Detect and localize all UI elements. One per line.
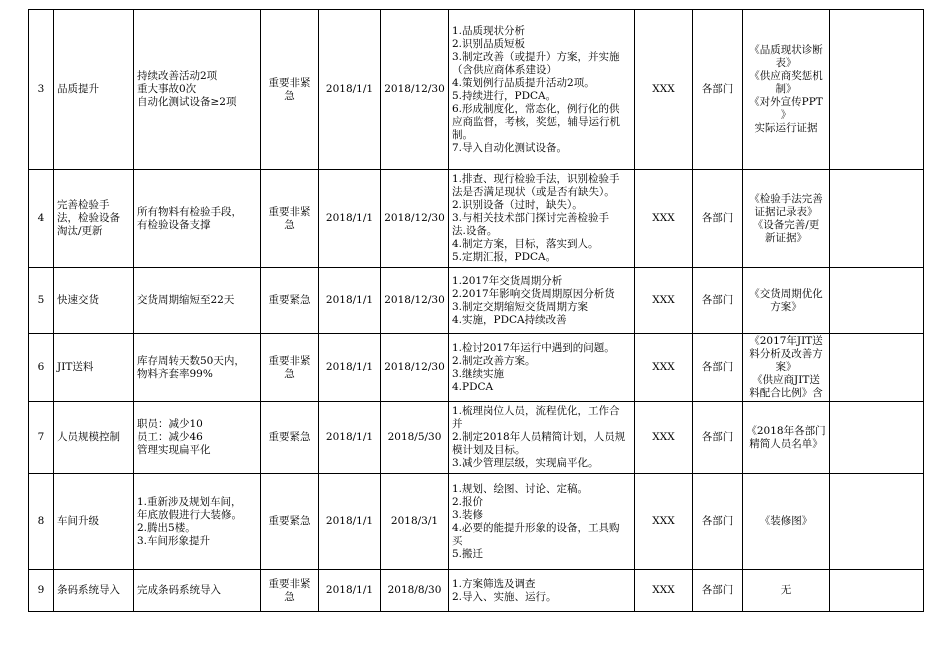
cell-measures-line: 2.导入、实施、运行。	[452, 590, 557, 603]
cell-extra	[830, 170, 924, 268]
cell-measures-line: 1.排查、现行检验手法，识别检验手	[452, 173, 620, 185]
cell-extra	[830, 334, 924, 402]
cell-extra	[830, 474, 924, 570]
cell-measures-line: 3.与相关技术部门探讨完善检验手	[452, 212, 610, 224]
table-row	[29, 10, 924, 170]
cell-priority-line: 急	[284, 590, 295, 603]
cell-measures-line: 制。	[452, 128, 473, 141]
cell-measures-line: 6.形成制度化，常态化，例行化的供	[452, 102, 620, 115]
cell-owner: XXX	[635, 570, 693, 612]
table-row	[29, 570, 924, 612]
cell-department: 各部门	[693, 402, 743, 474]
table-row	[29, 402, 924, 474]
cell-priority-line: 重要非紧	[268, 76, 311, 89]
cell-deliverable-line: 《交货周期优化	[749, 287, 823, 300]
cell-deliverable-line: 表》	[775, 57, 797, 69]
cell-start-date: 2018/1/1	[319, 170, 381, 268]
cell-target-line: 职员：减少10	[137, 418, 203, 430]
cell-department: 各部门	[693, 570, 743, 612]
cell-extra	[830, 570, 924, 612]
cell-end-date: 2018/3/1	[381, 474, 449, 570]
cell-measures-line: 1.2017年交货周期分析	[452, 274, 563, 287]
cell-extra	[830, 268, 924, 334]
cell-measures	[449, 10, 635, 170]
cell-target-line: 持续改善活动2项	[137, 70, 218, 82]
cell-measures-line: 2.报价	[452, 495, 484, 508]
cell-owner: XXX	[635, 268, 693, 334]
cell-measures-line: 2.制定改善方案。	[452, 354, 536, 367]
cell-item	[54, 10, 134, 170]
cell-extra	[830, 10, 924, 170]
cell-target	[134, 334, 261, 402]
cell-item-line: 法，检验设备	[57, 212, 120, 224]
cell-deliverable-line: 料分析及改善方	[749, 348, 823, 360]
cell-item	[54, 170, 134, 268]
cell-item-line: JIT送料	[57, 361, 94, 373]
cell-measures-line: 买	[452, 534, 463, 547]
cell-target-line: 1.重新涉及规划车间，	[137, 495, 242, 508]
cell-deliverable-line: 《供应商奖惩机	[749, 70, 823, 82]
cell-priority-line: 急	[284, 89, 295, 102]
cell-measures-line: 5.搬迁	[452, 547, 484, 560]
cell-start-date: 2018/1/1	[319, 334, 381, 402]
cell-target-line: 重大事故0次	[137, 83, 197, 95]
cell-deliverable	[743, 474, 830, 570]
cell-owner: XXX	[635, 474, 693, 570]
cell-department: 各部门	[693, 268, 743, 334]
cell-measures-line: 2.识别设备（过时，缺失）。	[452, 199, 583, 211]
cell-item	[54, 570, 134, 612]
cell-priority	[261, 10, 319, 170]
cell-item-line: 淘汰/更新	[57, 225, 103, 237]
cell-target	[134, 10, 261, 170]
cell-measures-line: 3.减少管理层级，实现扁平化。	[452, 457, 599, 469]
cell-target-line: 3.车间形象提升	[137, 534, 211, 547]
table-row	[29, 474, 924, 570]
cell-measures-line: 2.2017年影响交货周期原因分析货	[452, 287, 615, 300]
cell-number: 7	[29, 402, 54, 474]
cell-priority	[261, 474, 319, 570]
cell-measures-line: 1.规划、绘图、讨论、定稿。	[452, 482, 589, 495]
cell-deliverable-line: 方案》	[770, 300, 802, 313]
cell-measures-line: 法.设备。	[452, 225, 498, 237]
cell-measures	[449, 170, 635, 268]
cell-measures-line: 7.导入自动化测试设备。	[452, 141, 568, 154]
cell-target	[134, 570, 261, 612]
cell-deliverable-line: 《品质现状诊断	[749, 44, 823, 56]
cell-target-line: 库存周转天数50天内，	[137, 354, 245, 367]
cell-owner: XXX	[635, 402, 693, 474]
cell-measures-line: 1.品质现状分析	[452, 24, 526, 37]
cell-target-line: 所有物料有检验手段，	[137, 205, 242, 218]
cell-deliverable	[743, 268, 830, 334]
cell-deliverable-line: 实际运行证据	[754, 122, 818, 134]
cell-target	[134, 268, 261, 334]
cell-deliverable-line: 制》	[775, 83, 797, 95]
cell-deliverable	[743, 334, 830, 402]
cell-start-date: 2018/1/1	[319, 474, 381, 570]
cell-item-line: 品质提升	[57, 83, 99, 95]
cell-department: 各部门	[693, 170, 743, 268]
cell-measures-line: 模计划及目标。	[452, 444, 526, 456]
cell-measures-line: 3.继续实施	[452, 367, 505, 380]
cell-measures-line: 2.制定2018年人员精简计划，人员规	[452, 431, 626, 443]
cell-priority-line: 重要紧急	[268, 431, 311, 443]
cell-measures	[449, 334, 635, 402]
cell-deliverable	[743, 10, 830, 170]
cell-target	[134, 474, 261, 570]
cell-end-date: 2018/12/30	[381, 334, 449, 402]
cell-priority-line: 重要非紧	[268, 577, 311, 590]
cell-item-line: 人员规模控制	[57, 431, 120, 443]
cell-priority	[261, 402, 319, 474]
cell-measures-line: 法是否满足现状（或是否有缺失）。	[452, 186, 615, 198]
cell-priority-line: 重要紧急	[268, 294, 311, 306]
cell-measures-line: 2.识别品质短板	[452, 37, 526, 50]
cell-start-date: 2018/1/1	[319, 10, 381, 170]
cell-priority-line: 急	[284, 367, 295, 380]
cell-target-line: 管理实现扁平化	[137, 444, 211, 456]
cell-measures-line: （含供应商体系建设）	[452, 63, 557, 76]
cell-priority	[261, 170, 319, 268]
cell-deliverable	[743, 402, 830, 474]
cell-target-line: 有检验设备支撑	[137, 218, 211, 231]
cell-priority	[261, 334, 319, 402]
cell-number: 9	[29, 570, 54, 612]
cell-deliverable-line: 精简人员名单》	[749, 437, 823, 450]
cell-priority	[261, 268, 319, 334]
cell-target	[134, 170, 261, 268]
cell-target-line: 员工：减少46	[137, 431, 203, 443]
table-row	[29, 170, 924, 268]
cell-end-date: 2018/8/30	[381, 570, 449, 612]
cell-measures-line: 1.方案筛选及调查	[452, 577, 536, 590]
cell-measures-line: 应商监督，考核，奖惩，辅导运行机	[452, 115, 620, 128]
cell-target-line: 2.腾出5楼。	[137, 521, 196, 534]
plan-table	[28, 9, 924, 612]
cell-department: 各部门	[693, 474, 743, 570]
cell-deliverable-line: 《2017年JIT送	[749, 335, 823, 347]
cell-measures	[449, 402, 635, 474]
cell-target-line: 年底放假进行大装修。	[137, 508, 242, 521]
cell-measures-line: 3.制定改善（或提升）方案，并实施	[452, 50, 620, 63]
cell-measures-line: 1.检讨2017年运行中遇到的问题。	[452, 341, 615, 354]
cell-number: 6	[29, 334, 54, 402]
cell-priority-line: 重要紧急	[268, 515, 311, 527]
cell-item-line: 快速交货	[57, 294, 99, 306]
cell-target-line: 完成条码系统导入	[137, 584, 221, 596]
cell-measures-line: 4.必要的能提升形象的设备，工具购	[452, 521, 620, 534]
cell-measures-line: 5.定期汇报，PDCA。	[452, 251, 557, 263]
cell-department: 各部门	[693, 10, 743, 170]
cell-deliverable-line: 》	[780, 109, 792, 121]
cell-measures-line: 并	[452, 418, 463, 430]
cell-owner: XXX	[635, 334, 693, 402]
cell-target	[134, 402, 261, 474]
table-row	[29, 334, 924, 402]
cell-deliverable-line: 《检验手法完善	[749, 192, 823, 205]
cell-end-date: 2018/12/30	[381, 268, 449, 334]
cell-start-date: 2018/1/1	[319, 570, 381, 612]
cell-item-line: 车间升级	[57, 515, 99, 527]
cell-target-line: 物料齐套率99%	[137, 367, 213, 380]
cell-item	[54, 334, 134, 402]
cell-start-date: 2018/1/1	[319, 402, 381, 474]
cell-owner: XXX	[635, 10, 693, 170]
cell-deliverable	[743, 570, 830, 612]
cell-item-line: 条码系统导入	[57, 584, 120, 596]
cell-deliverable-line: 料配合比例》含	[749, 387, 823, 399]
cell-target-line: 交货周期缩短至22天	[137, 294, 235, 306]
cell-measures-line: 5.持续进行，PDCA。	[452, 89, 557, 102]
cell-target-line: 自动化测试设备≥2项	[137, 96, 237, 108]
cell-deliverable-line: 无	[780, 584, 792, 596]
cell-owner: XXX	[635, 170, 693, 268]
cell-deliverable-line: 案》	[775, 361, 797, 373]
cell-deliverable-line: 《2018年各部门	[746, 424, 826, 437]
cell-priority-line: 急	[284, 218, 295, 231]
cell-deliverable-line: 《装修图》	[759, 515, 813, 527]
cell-measures-line: 4.实施，PDCA持续改善	[452, 313, 567, 326]
cell-extra	[830, 402, 924, 474]
cell-deliverable-line: 《对外宣传PPT	[749, 96, 823, 108]
cell-item	[54, 268, 134, 334]
cell-priority-line: 重要非紧	[268, 205, 311, 218]
cell-deliverable	[743, 170, 830, 268]
cell-measures-line: 4.策划例行品质提升活动2项。	[452, 76, 595, 89]
cell-measures-line: 3.制定交期缩短交货周期方案	[452, 300, 589, 313]
cell-measures-line: 1.梳理岗位人员，流程优化，工作合	[452, 405, 620, 417]
cell-measures	[449, 268, 635, 334]
cell-measures-line: 4.PDCA	[452, 380, 494, 393]
cell-number: 3	[29, 10, 54, 170]
cell-measures-line: 3.装修	[452, 508, 484, 521]
cell-item	[54, 402, 134, 474]
cell-priority	[261, 570, 319, 612]
cell-end-date: 2018/12/30	[381, 170, 449, 268]
cell-number: 4	[29, 170, 54, 268]
cell-start-date: 2018/1/1	[319, 268, 381, 334]
cell-number: 8	[29, 474, 54, 570]
cell-end-date: 2018/12/30	[381, 10, 449, 170]
cell-number: 5	[29, 268, 54, 334]
cell-item	[54, 474, 134, 570]
cell-deliverable-line: 证据记录表》	[754, 205, 818, 218]
cell-deliverable-line: 《设备完善/更	[752, 218, 820, 231]
cell-measures	[449, 474, 635, 570]
cell-end-date: 2018/5/30	[381, 402, 449, 474]
cell-priority-line: 重要非紧	[268, 354, 311, 367]
cell-deliverable-line: 新证据》	[765, 231, 807, 244]
table-body	[29, 10, 924, 612]
table-row	[29, 268, 924, 334]
cell-measures-line: 4.制定方案，目标，落实到人。	[452, 238, 599, 250]
cell-measures	[449, 570, 635, 612]
cell-deliverable-line: 《供应商JIT送	[752, 374, 820, 386]
cell-item-line: 完善检验手	[57, 199, 110, 211]
cell-department: 各部门	[693, 334, 743, 402]
